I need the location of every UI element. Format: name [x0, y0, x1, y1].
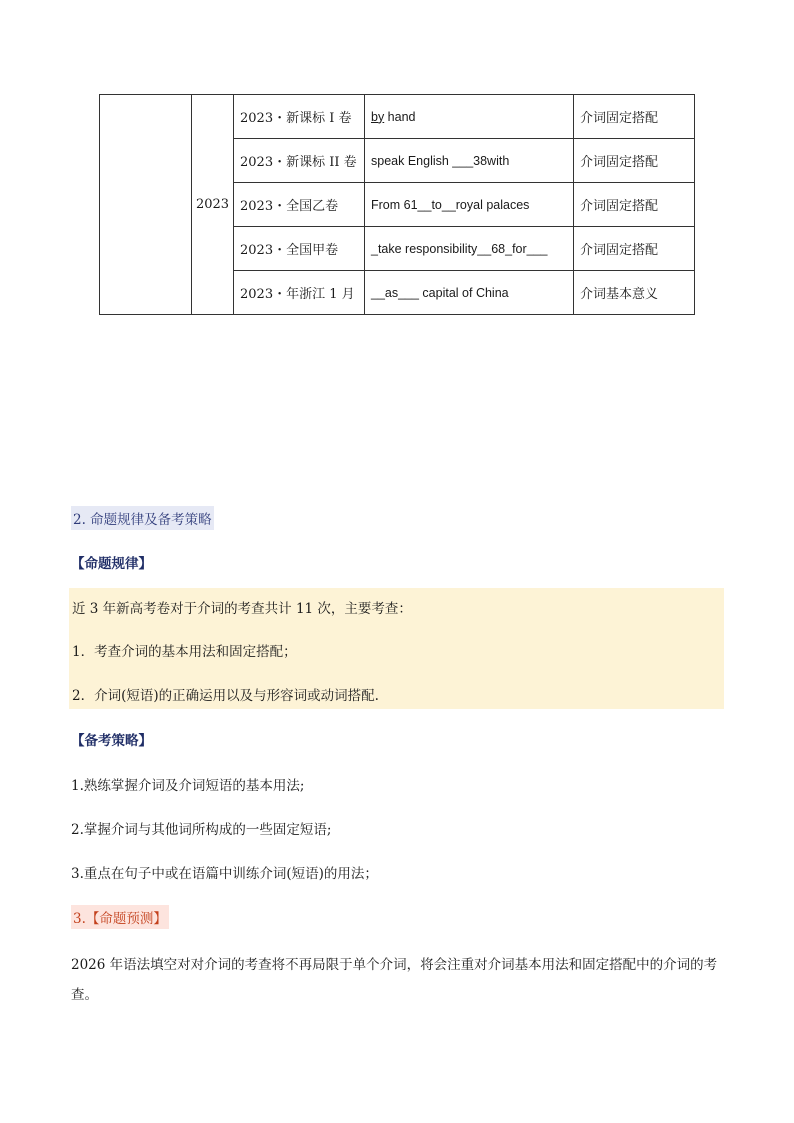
category-cell: 介词固定搭配 [574, 139, 695, 183]
example-underlined: by [371, 109, 385, 124]
strategy-item: 2.掌握介词与其他词所构成的一些固定短语; [71, 822, 332, 838]
strategy-item: 1.熟练掌握介词及介词短语的基本用法; [71, 778, 305, 794]
rules-line: 1．考查介词的基本用法和固定搭配； [72, 644, 297, 660]
example-rest: hand [384, 109, 416, 124]
blank-cell [100, 95, 192, 315]
example-cell: __as___ capital of China [365, 271, 574, 315]
rules-heading: 【命题规律】 [71, 556, 152, 572]
category-cell: 介词固定搭配 [574, 227, 695, 271]
category-cell: 介词固定搭配 [574, 95, 695, 139]
year-cell: 2023 [192, 95, 234, 315]
rules-line: 2．介词(短语)的正确运用以及与形容词或动词搭配. [72, 688, 379, 704]
source-cell: 2023・新课标 I 卷 [234, 95, 365, 139]
rules-box [69, 588, 724, 709]
example-cell: speak English ___38with [365, 139, 574, 183]
source-cell: 2023・年浙江 1 月 [234, 271, 365, 315]
strategy-item: 3.重点在句子中或在语篇中训练介词(短语)的用法； [71, 866, 378, 882]
example-cell [365, 95, 574, 139]
strategy-heading: 【备考策略】 [71, 733, 152, 749]
table-row [100, 95, 695, 139]
prediction-text: 2026 年语法填空对对介词的考查将不再局限于单个介词，将会注重对介词基本用法和固定搭配中的介词的考查。 [71, 957, 718, 1003]
category-cell: 介词基本意义 [574, 271, 695, 315]
example-cell: From 61__to__royal palaces [365, 183, 574, 227]
source-cell: 2023・全国甲卷 [234, 227, 365, 271]
section-3-title: 3.【命题预测】 [71, 905, 169, 929]
section-2-title: 2. 命题规律及备考策略 [71, 506, 214, 530]
category-cell: 介词固定搭配 [574, 183, 695, 227]
exam-table [99, 94, 695, 315]
rules-line: 近 3 年新高考卷对于介词的考查共计 11 次，主要考查： [72, 601, 412, 617]
source-cell: 2023・全国乙卷 [234, 183, 365, 227]
example-cell: _take responsibility__68_for___ [365, 227, 574, 271]
source-cell: 2023・新课标 II 卷 [234, 139, 365, 183]
